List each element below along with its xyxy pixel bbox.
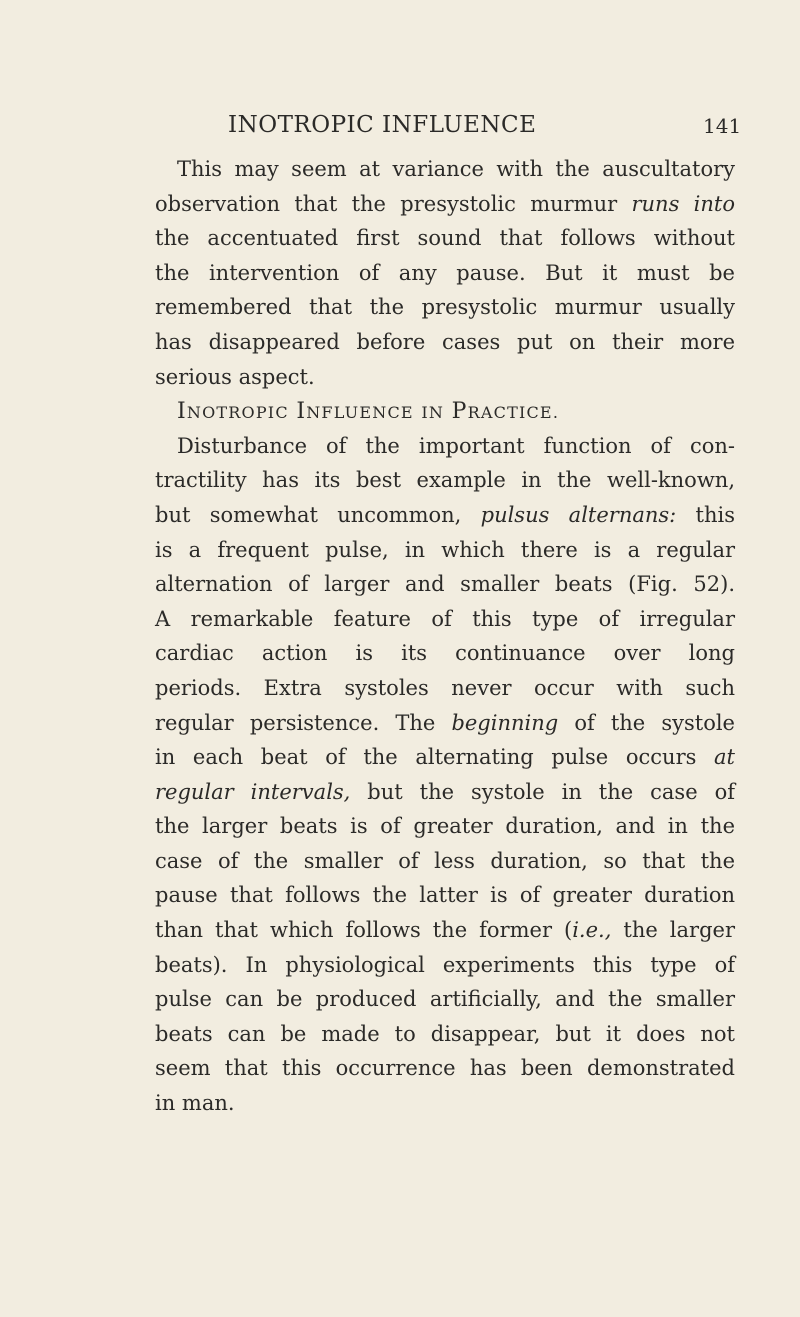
italic-run: regular intervals, [155, 779, 351, 804]
text-line: the intervention of any pause. But it must be [155, 260, 735, 285]
text-line [155, 913, 735, 948]
text-line [155, 775, 735, 810]
heading-smallcaps: RACTICE. [467, 403, 560, 423]
heading-initial: P [451, 399, 468, 425]
text-line: seem that this occurrence has been demonstrated [155, 1056, 735, 1081]
text-line [155, 706, 735, 741]
text-line: pulse can be produced artificially, and the smaller [155, 987, 735, 1012]
text-block [155, 152, 735, 1121]
heading-smallcaps: IN [421, 403, 445, 423]
text-run: but the systole in the case of [350, 779, 735, 804]
paragraph-2 [155, 429, 735, 1121]
text-line: has disappeared before cases put on their more [155, 329, 735, 354]
text-line: tractility has its best example in the well-known, [155, 468, 735, 493]
text-run: of the systole [558, 710, 735, 735]
italic-run: beginning [451, 710, 559, 735]
text-run: than that which follows the former ( [155, 918, 573, 943]
text-line: cardiac action is its continuance over long [155, 641, 735, 666]
text-line [155, 740, 735, 775]
italic-run: i.e., [572, 918, 612, 943]
heading-smallcaps: NFLUENCE [306, 403, 414, 423]
running-head: INOTROPIC INFLUENCE [228, 112, 537, 138]
text-line: pause that follows the latter is of greater duration [155, 883, 735, 908]
text-run: in each beat of the alternating pulse occurs [155, 745, 715, 770]
text-run: observation that the presystolic murmur [155, 191, 632, 216]
text-run: regular persistence. The [155, 710, 452, 735]
text-run: the larger [611, 918, 735, 943]
text-line: remembered that the presystolic murmur usually [155, 295, 735, 320]
text-line: beats). In physiological experiments this type of [155, 952, 735, 977]
text-line: alternation of larger and smaller beats (Fig. 52). [155, 572, 735, 597]
text-line: is a frequent pulse, in which there is a regular [155, 537, 735, 562]
text-run: but somewhat uncommon, [155, 502, 481, 527]
text-line: beats can be made to disappear, but it does not [155, 1021, 735, 1046]
text-line: Disturbance of the important function of con- [177, 433, 735, 458]
text-line: periods. Extra systoles never occur with such [155, 675, 735, 700]
text-line: the larger beats is of greater duration, and in the [155, 814, 735, 839]
italic-run: at [714, 745, 735, 770]
text-line: A remarkable feature of this type of irregular [155, 606, 735, 631]
text-run: this [676, 502, 735, 527]
text-line [155, 187, 735, 222]
page-number: 141 [703, 114, 742, 138]
text-line: case of the smaller of less duration, so that the [155, 848, 735, 873]
paragraph-1 [155, 152, 735, 394]
italic-run: pulsus alternans: [480, 502, 677, 527]
text-line [155, 498, 735, 533]
heading-initial: I [177, 399, 187, 425]
heading-initial: I [296, 399, 307, 425]
text-line: in man. [155, 1091, 235, 1116]
section-heading [155, 394, 735, 429]
text-line: serious aspect. [155, 364, 315, 389]
heading-smallcaps: NOTROPIC [186, 403, 289, 423]
text-line: This may seem at variance with the auscultatory [177, 157, 735, 181]
text-line: the accentuated first sound that follows without [155, 226, 735, 251]
italic-run: runs into [631, 191, 735, 216]
